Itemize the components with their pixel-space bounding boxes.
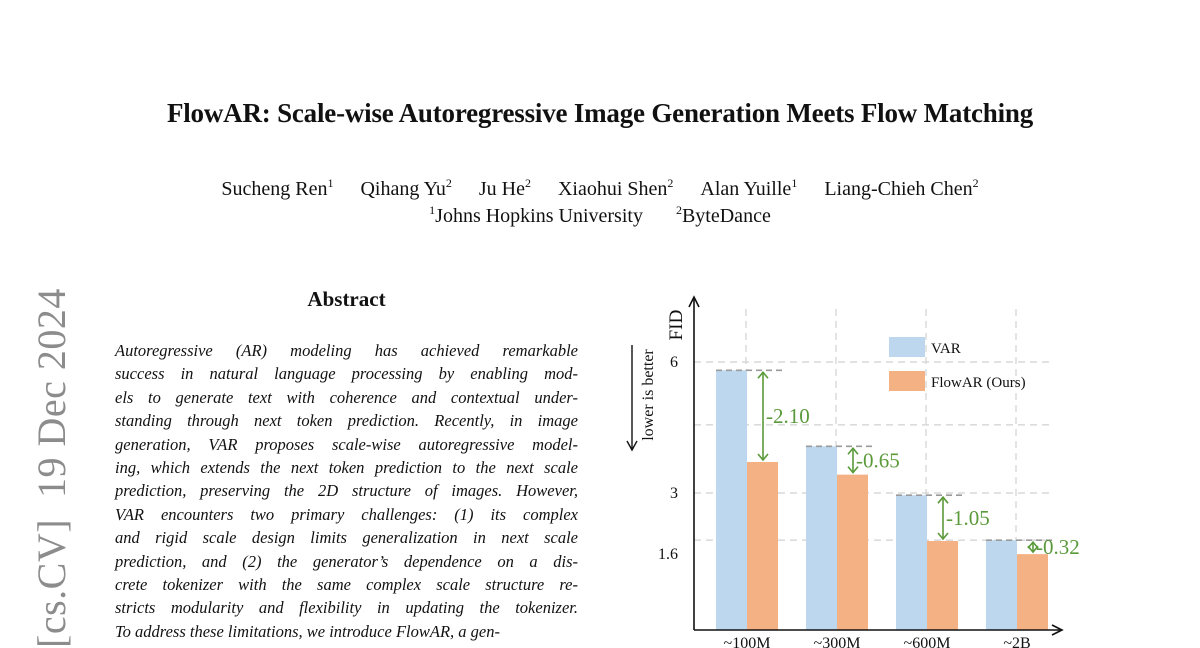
bar-var: [716, 370, 747, 630]
bar-var: [896, 495, 927, 630]
difference-label: -0.65: [856, 448, 900, 473]
y-axis-note: lower is better: [640, 349, 657, 441]
bar-flowar: [837, 475, 868, 630]
legend-label: FlowAR (Ours): [931, 375, 1026, 391]
x-tick-label: ~300M: [813, 635, 861, 648]
abstract-heading: Abstract: [307, 287, 386, 311]
x-tick-label: ~100M: [723, 635, 771, 648]
abstract-line: and rigid scale design limits generalization in next scale: [115, 528, 578, 548]
abstract-line: stricts modularity and flexibility in updating the tokenizer.: [115, 598, 578, 618]
y-tick-label: 3: [670, 485, 678, 502]
author: Alan Yuille$^1$: [700, 176, 798, 200]
abstract-line: els to generate text with coherence and contextual under-: [115, 387, 578, 407]
affiliation: $^1$Johns Hopkins University: [429, 203, 643, 227]
arxiv-stamp: [cs.CV] 19 Dec 2024: [29, 288, 74, 648]
x-tick-label: ~600M: [903, 635, 951, 648]
abstract-line: crete tokenizer with the same complex scale structure re-: [115, 574, 578, 594]
x-tick-label: ~2B: [1003, 635, 1031, 648]
abstract-text: [115, 339, 578, 643]
fid-bar-chart: [620, 285, 1200, 648]
author: Qihang Yu$^2$: [360, 176, 452, 200]
abstract-line: generation, VAR proposes scale-wise autoregressive model-: [115, 434, 578, 454]
bar-flowar: [927, 541, 958, 630]
legend-swatch-flowar: [889, 371, 925, 391]
author: Ju He$^2$: [478, 176, 531, 200]
abstract-line: To address these limitations, we introduce FlowAR, a gen-: [115, 621, 500, 641]
y-axis-label: FID: [666, 309, 687, 341]
chart-svg: [620, 285, 1200, 648]
abstract-line: standing through next token prediction. Recently, in image: [115, 411, 578, 431]
abstract-line: VAR encounters two primary challenges: (1) its complex: [115, 504, 578, 524]
difference-label: -2.10: [766, 404, 810, 429]
legend-label: VAR: [931, 341, 961, 357]
affiliation-list: [0, 205, 1200, 228]
abstract-line: success in natural language processing by enabling mod-: [115, 364, 578, 384]
bar-flowar: [747, 462, 778, 630]
abstract-line: prediction, preserving the 2D structure of images. However,: [115, 481, 578, 501]
author-list: [0, 178, 1200, 201]
legend-swatch-var: [889, 337, 925, 357]
author: Liang-Chieh Chen$^2$: [824, 176, 979, 200]
bar-flowar: [1017, 554, 1048, 630]
bar-var: [806, 446, 837, 630]
difference-label: -1.05: [946, 506, 990, 531]
paper-title: FlowAR: Scale-wise Autoregressive Image Generation Meets Flow Matching: [166, 98, 1034, 128]
author: Sucheng Ren$^1$: [221, 176, 334, 200]
bar-var: [986, 540, 1017, 630]
y-tick-label: 6: [670, 354, 678, 371]
author: Xiaohui Shen$^2$: [557, 176, 674, 200]
affiliation: $^2$ByteDance: [675, 203, 771, 227]
abstract-line: ing, which extends the next token prediction to the next scale: [115, 457, 578, 477]
abstract-line: prediction, and (2) the generator’s dependence on a dis-: [115, 551, 578, 571]
difference-label: -0.32: [1036, 535, 1080, 560]
abstract-line: Autoregressive (AR) modeling has achieved remarkable: [115, 341, 578, 360]
y-tick-label: 1.6: [658, 546, 678, 564]
